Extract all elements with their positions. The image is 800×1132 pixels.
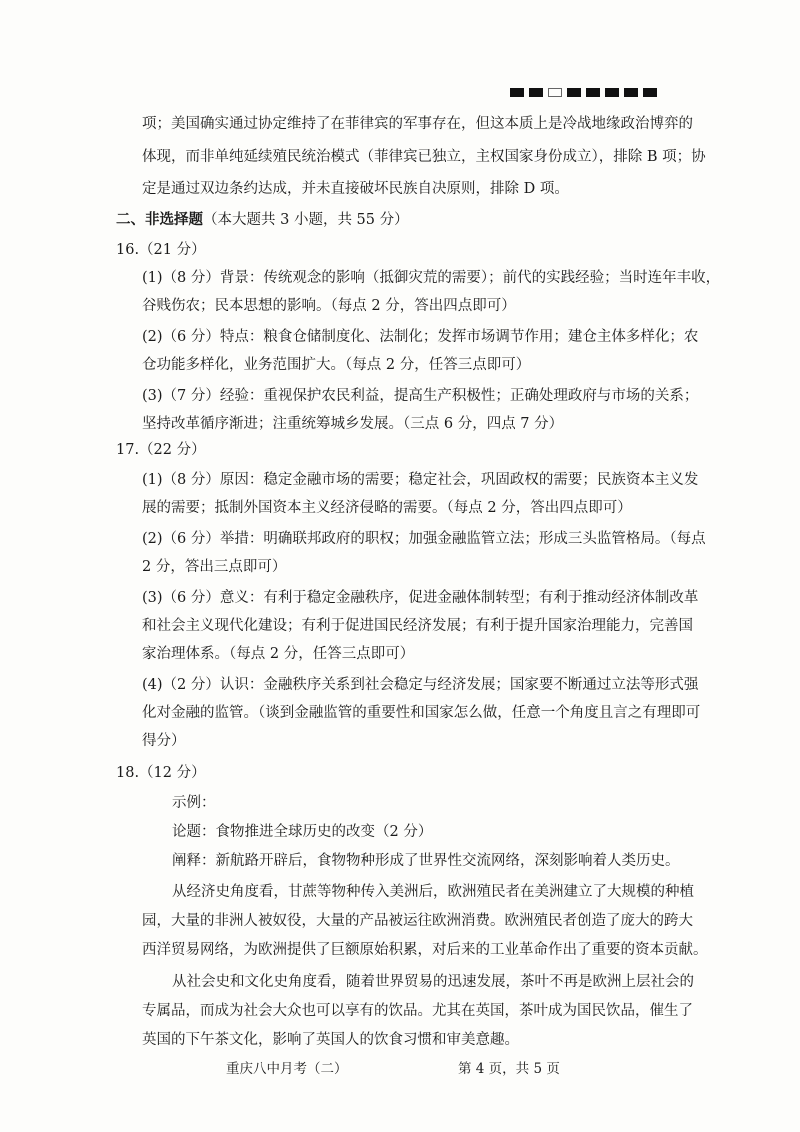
q17-line: 得分） [142, 733, 186, 749]
q17-line: 和社会主义现代化建设；有利于促进国民经济发展；有利于提升国家治理能力，完善国 [142, 618, 693, 634]
q18-explanation: 阐释：新航路开辟后，食物物种形成了世界性交流网络，深刻影响着人类历史。 [172, 853, 680, 869]
q18-para1-line: 园，大量的非洲人被奴役，大量的产品被运往欧洲消费。欧洲殖民者创造了庞大的跨大 [142, 913, 693, 929]
q18-example-label: 示例： [172, 795, 216, 811]
question-16-number: 16.（21 分） [116, 242, 206, 258]
section-heading-bold: 二、非选择题 [116, 211, 203, 228]
footer-page-number: 第 4 页，共 5 页 [458, 1061, 560, 1077]
question-17-number: 17.（22 分） [116, 442, 206, 458]
q18-para1-line: 从经济史角度看，甘蔗等物种传入美洲后，欧洲殖民者在美洲建立了大规模的种植 [172, 884, 694, 900]
text-line: 项；美国确实通过协定维持了在菲律宾的军事存在，但这本质上是冷战地缘政治博弈的 [142, 116, 693, 132]
q17-line: 家治理体系。（每点 2 分，任答三点即可） [142, 646, 415, 662]
q18-thesis: 论题：食物推进全球历史的改变（2 分） [172, 824, 433, 840]
q16-line: 谷贱伤农；民本思想的影响。（每点 2 分，答出四点即可） [142, 298, 516, 314]
q16-line: 坚持改革循序渐进；注重统筹城乡发展。（三点 6 分，四点 7 分） [142, 416, 564, 432]
header-mark [586, 88, 600, 97]
q17-line: (1)（8 分）原因：稳定金融市场的需要；稳定社会，巩固政权的需要；民族资本主义发 [142, 472, 699, 488]
header-mark [567, 88, 581, 97]
q18-para2-line: 专属品，而成为社会大众也可以享有的饮品。尤其在英国，茶叶成为国民饮品，催生了 [142, 1003, 693, 1019]
q17-line: (4)（2 分）认识：金融秩序关系到社会稳定与经济发展；国家要不断通过立法等形式强 [142, 677, 699, 693]
q16-line: 仓功能多样化，业务范围扩大。（每点 2 分，任答三点即可） [142, 357, 531, 373]
header-mark [624, 88, 638, 97]
q18-para2-line: 从社会史和文化史角度看，随着世界贸易的迅速发展，茶叶不再是欧洲上层社会的 [172, 974, 694, 990]
q17-line: 化对金融的监管。（谈到金融监管的重要性和国家怎么做，任意一个角度且言之有理即可 [142, 705, 701, 721]
header-marks [510, 88, 657, 97]
header-mark-hollow [548, 88, 562, 97]
header-mark [643, 88, 657, 97]
header-mark [529, 88, 543, 97]
text-line: 定是通过双边条约达成，并未直接破坏民族自决原则，排除 D 项。 [142, 181, 569, 197]
question-18-number: 18.（12 分） [116, 765, 206, 781]
section-heading-rest: （本大题共 3 小题，共 55 分） [203, 212, 409, 228]
q17-line: (3)（6 分）意义：有利于稳定金融秩序，促进金融体制转型；有利于推动经济体制改革 [142, 590, 699, 606]
q16-line: (3)（7 分）经验：重视保护农民利益，提高生产积极性；正确处理政府与市场的关系； [142, 388, 699, 404]
q17-line: (2)（6 分）举措：明确联邦政府的职权；加强金融监管立法；形成三头监管格局。（每点 [142, 531, 706, 547]
q16-line: (1)（8 分）背景：传统观念的影响（抵御灾荒的需要）；前代的实践经验；当时连年丰收， [142, 270, 721, 286]
q18-para2-line: 英国的下午茶文化，影响了英国人的饮食习惯和审美意趣。 [142, 1032, 519, 1048]
footer-exam-name: 重庆八中月考（二） [226, 1061, 348, 1077]
q18-para1-line: 西洋贸易网络，为欧洲提供了巨额原始积累，对后来的工业革命作出了重要的资本贡献。 [142, 942, 708, 958]
header-mark [510, 88, 524, 97]
header-mark [605, 88, 619, 97]
q17-line: 2 分，答出三点即可） [142, 559, 287, 575]
q17-line: 展的需要；抵制外国资本主义经济侵略的需要。（每点 2 分，答出四点即可） [142, 500, 632, 516]
text-line: 体现，而非单纯延续殖民统治模式（菲律宾已独立，主权国家身份成立），排除 B 项；协 [142, 149, 706, 165]
section-heading [116, 210, 409, 230]
q16-line: (2)（6 分）特点：粮食仓储制度化、法制化；发挥市场调节作用；建仓主体多样化；农 [142, 329, 699, 345]
